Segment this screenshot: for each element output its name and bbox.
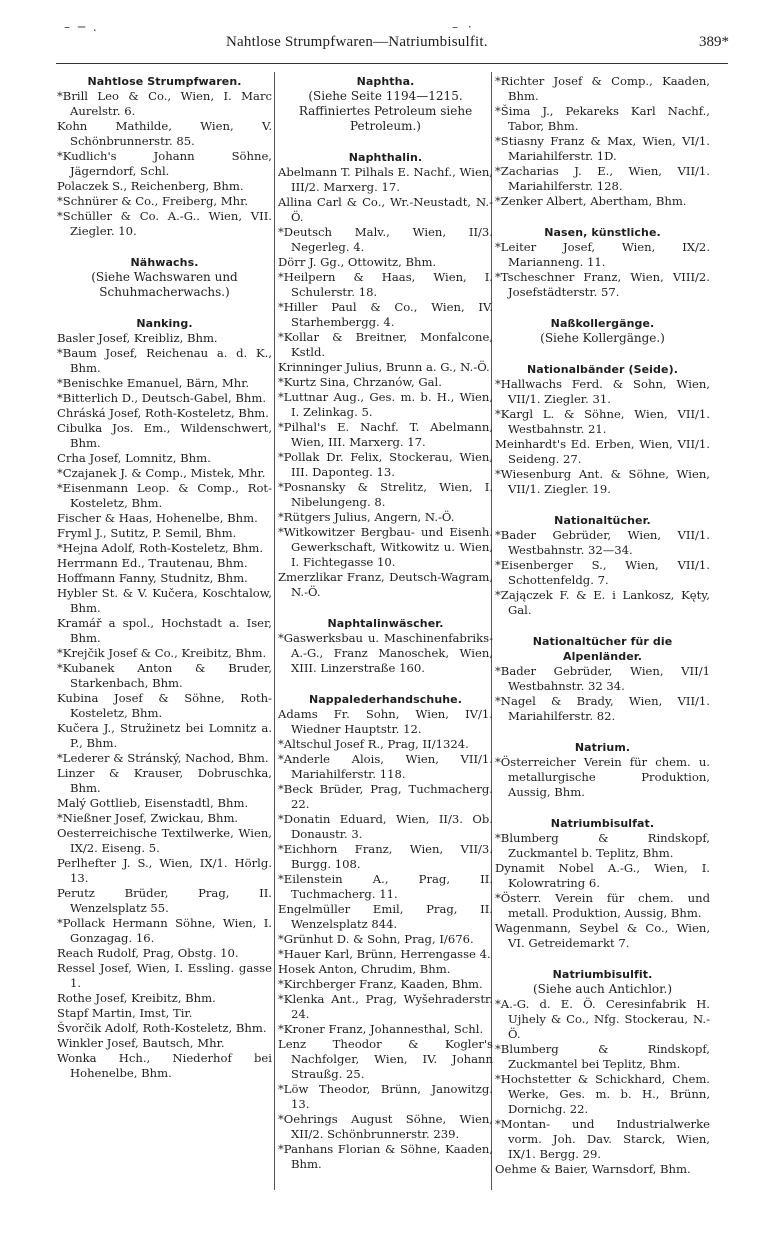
directory-entry: *Deutsch Malv., Wien, II/3. Negerleg. 4. [278, 225, 493, 254]
directory-entry: *Eilenstein A., Prag, II. Tuchmacherg. 11. [278, 872, 493, 901]
directory-entry: Wonka Hch., Niederhof bei Hohenelbe, Bhm. [57, 1051, 272, 1080]
section-heading: Nasen, künstliche. [544, 226, 661, 239]
section-heading: Nationaltücher. [554, 514, 651, 527]
directory-entry: *Hauer Karl, Brünn, Herrengasse 4. [278, 947, 491, 961]
directory-entry: *Blumberg & Rindskopf, Zuckmantel b. Teplitz, Bhm. [495, 831, 710, 860]
directory-entry: Fryml J., Sutitz, P. Semil, Bhm. [57, 526, 237, 540]
directory-entry: *Posnansky & Strelitz, Wien, I. Nibelungeng. 8. [278, 480, 493, 509]
directory-entry: *Luttnar Aug., Ges. m. b. H., Wien, I. Zelinkag. 5. [278, 390, 493, 419]
directory-entry: Krinninger Julius, Brunn a. G., N.-Ö. [278, 360, 490, 374]
directory-entry: *Kubanek Anton & Bruder, Starkenbach, Bhm. [57, 661, 272, 690]
directory-entry: Kučera J., Stružinetz bei Lomnitz a. P., Bhm. [57, 721, 272, 750]
header-rule [56, 63, 728, 64]
directory-entry: *Richter Josef & Comp., Kaaden, Bhm. [495, 74, 710, 103]
directory-entry: Dörr J. Gg., Ottowitz, Bhm. [278, 255, 437, 269]
directory-entry: *Krejčik Josef & Co., Kreibitz, Bhm. [57, 646, 267, 660]
directory-entry: *Kargl L. & Söhne, Wien, VII/1. Westbahnstr. 21. [495, 407, 710, 436]
directory-entry: Abelmann T. Pilhals E. Nachf., Wien, III/2. Marxerg. 17. [278, 165, 493, 194]
section-heading: Nationalbänder (Seide). [527, 363, 678, 376]
section-heading: Naphthalin. [348, 151, 423, 164]
directory-entry: Cibulka Jos. Em., Wildenschwert, Bhm. [57, 421, 272, 450]
directory-entry: *Heilpern & Haas, Wien, I. Schulerstr. 18. [278, 270, 493, 299]
directory-entry: *Österreicher Verein für chem. u. metallurgische Produktion, Aussig, Bhm. [495, 755, 710, 799]
directory-entry: *Bader Gebrüder, Wien, VII/1. Westbahnstr. 32—34. [495, 528, 710, 557]
column-right [495, 74, 710, 1194]
directory-entry: *Šima J., Pekareks Karl Nachf., Tabor, Bhm. [495, 104, 710, 133]
directory-entry: *Eisenmann Leop. & Comp., Rot-Kosteletz, Bhm. [57, 481, 272, 510]
directory-entry: Linzer & Krauser, Dobruschka, Bhm. [57, 766, 272, 795]
directory-entry: Meinhardt's Ed. Erben, Wien, VII/1. Seideng. 27. [495, 437, 710, 466]
directory-entry: *Pilhal's E. Nachf. T. Abelmann, Wien, III. Marxerg. 17. [278, 420, 493, 449]
directory-entry: *Donatin Eduard, Wien, II/3. Ob. Donaustr. 3. [278, 812, 493, 841]
cross-reference-note: (Siehe auch Antichlor.) [532, 982, 673, 996]
directory-entry: *Eichhorn Franz, Wien, VII/3. Burgg. 108. [278, 842, 493, 871]
directory-entry: *Pollack Hermann Söhne, Wien, I. Gonzagag. 16. [57, 916, 272, 945]
directory-entry: Kubina Josef & Söhne, Roth-Kosteletz, Bhm. [57, 691, 272, 720]
directory-entry: Stapf Martin, Imst, Tir. [57, 1006, 193, 1020]
section-heading: Natriumbisulfat. [550, 817, 655, 830]
column-divider [274, 72, 275, 1190]
directory-entry: Švorčik Adolf, Roth-Kosteletz, Bhm. [57, 1021, 267, 1035]
directory-entry: *Schüller & Co. A.-G.. Wien, VII. Ziegler. 10. [57, 209, 272, 238]
directory-entry: Perutz Brüder, Prag, II. Wenzelsplatz 55. [57, 886, 272, 915]
directory-entry: *Grünhut D. & Sohn, Prag, I/676. [278, 932, 474, 946]
directory-entry: Adams Fr. Sohn, Wien, IV/1. Wiedner Hauptstr. 12. [278, 707, 493, 736]
directory-entry: Oehme & Baier, Warnsdorf, Bhm. [495, 1162, 691, 1176]
directory-entry: Hosek Anton, Chrudim, Bhm. [278, 962, 451, 976]
directory-entry: *Gaswerksbau u. Maschinenfabriks-A.-G., Franz Manoschek, Wien, XIII. Linzerstraße 160. [278, 631, 493, 675]
directory-entry: *Baum Josef, Reichenau a. d. K., Bhm. [57, 346, 272, 375]
directory-entry: *Hochstetter & Schickhard, Chem. Werke, Ges. m. b. H., Brünn, Dornichg. 22. [495, 1072, 710, 1116]
directory-entry: *Tscheschner Franz, Wien, VIII/2. Josefstädterstr. 57. [495, 270, 710, 299]
directory-entry: Dynamit Nobel A.-G., Wien, I. Kolowratring 6. [495, 861, 710, 890]
section-heading: Nappalederhandschuhe. [308, 693, 463, 706]
section-heading: Nanking. [136, 317, 193, 330]
directory-entry: *Bader Gebrüder, Wien, VII/1 Westbahnstr. 32 34. [495, 664, 710, 693]
directory-entry: *Oehrings August Söhne, Wien, XII/2. Schönbrunnerstr. 239. [278, 1112, 493, 1141]
section-heading: Nahtlose Strumpfwaren. [87, 75, 242, 88]
directory-entry: Ressel Josef, Wien, I. Essling. gasse 1. [57, 961, 272, 990]
directory-entry: Chráská Josef, Roth-Kosteletz, Bhm. [57, 406, 269, 420]
directory-entry: Winkler Josef, Bautsch, Mhr. [57, 1036, 225, 1050]
column-middle [278, 74, 493, 1194]
directory-entry: *A.-G. d. E. Ö. Ceresinfabrik H. Ujhely & Co., Nfg. Stockerau, N.-Ö. [495, 997, 710, 1041]
directory-entry: Wagenmann, Seybel & Co., Wien, VI. Getreidemarkt 7. [495, 921, 710, 950]
directory-entry: *Zenker Albert, Abertham, Bhm. [495, 194, 687, 208]
printer-marks-right: – · [452, 20, 475, 34]
cross-reference-note: (Siehe Wachswaren und Schuhmacherwachs.) [91, 270, 238, 299]
directory-entry: *Stiasny Franz & Max, Wien, VI/1. Mariahilferstr. 1D. [495, 134, 710, 163]
directory-entry: Fischer & Haas, Hohenelbe, Bhm. [57, 511, 258, 525]
section-heading: Naphtha. [356, 75, 415, 88]
directory-entry: *Hiller Paul & Co., Wien, IV. Starhembergg. 4. [278, 300, 493, 329]
directory-entry: Herrmann Ed., Trautenau, Bhm. [57, 556, 248, 570]
directory-entry: *Pollak Dr. Felix, Stockerau, Wien, III. Daponteg. 13. [278, 450, 493, 479]
directory-entry: *Anderle Alois, Wien, VII/1. Mariahilferstr. 118. [278, 752, 493, 781]
section-heading: Nähwachs. [130, 256, 199, 269]
directory-entry: Crha Josef, Lomnitz, Bhm. [57, 451, 211, 465]
directory-entry: Perlhefter J. S., Wien, IX/1. Hörlg. 13. [57, 856, 272, 885]
page-number: 389* [699, 34, 729, 50]
directory-entry: *Kroner Franz, Johannesthal, Schl. [278, 1022, 484, 1036]
directory-entry: *Beck Brüder, Prag, Tuchmacherg. 22. [278, 782, 493, 811]
printer-marks-left: – ─ . [64, 20, 99, 34]
directory-entry: *Schnürer & Co., Freiberg, Mhr. [57, 194, 249, 208]
cross-reference-note: (Siehe Kollergänge.) [540, 331, 665, 345]
directory-entry: Reach Rudolf, Prag, Obstg. 10. [57, 946, 239, 960]
directory-entry: Engelmüller Emil, Prag, II. Wenzelsplatz 844. [278, 902, 493, 931]
directory-entry: Malý Gottlieb, Eisenstadtl, Bhm. [57, 796, 249, 810]
section-heading: Naphtalinwäscher. [327, 617, 444, 630]
directory-entry: *Zacharias J. E., Wien, VII/1. Mariahilferstr. 128. [495, 164, 710, 193]
directory-entry: Oesterreichische Textilwerke, Wien, IX/2. Eiseng. 5. [57, 826, 272, 855]
section-heading: Natrium. [574, 741, 631, 754]
directory-entry: *Kollar & Breitner, Monfalcone, Kstld. [278, 330, 493, 359]
directory-entry: *Nagel & Brady, Wien, VII/1. Mariahilferstr. 82. [495, 694, 710, 723]
directory-entry: Zmerzlikar Franz, Deutsch-Wagram, N.-Ö. [278, 570, 493, 599]
directory-entry: *Panhans Florian & Söhne, Kaaden, Bhm. [278, 1142, 493, 1171]
directory-entry: Hoffmann Fanny, Studnitz, Bhm. [57, 571, 248, 585]
directory-entry: *Bitterlich D., Deutsch-Gabel, Bhm. [57, 391, 267, 405]
section-heading: Naßkollergänge. [550, 317, 655, 330]
directory-entry: Polaczek S., Reichenberg, Bhm. [57, 179, 244, 193]
directory-entry: *Zajączek F. & E. i Lankosz, Kęty, Gal. [495, 588, 710, 617]
directory-entry: *Benischke Emanuel, Bärn, Mhr. [57, 376, 250, 390]
directory-entry: *Kurtz Sina, Chrzanów, Gal. [278, 375, 442, 389]
directory-entry: *Eisenberger S., Wien, VII/1. Schottenfeldg. 7. [495, 558, 710, 587]
directory-entry: *Witkowitzer Bergbau- und Eisenh. Gewerkschaft, Witkowitz u. Wien, I. Fichtegasse 10. [278, 525, 493, 569]
cross-reference-note: (Siehe Seite 1194—1215. Raffiniertes Petroleum siehe Petroleum.) [298, 89, 473, 133]
directory-entry: *Österr. Verein für chem. und metall. Produktion, Aussig, Bhm. [495, 891, 710, 920]
directory-entry: Hybler St. & V. Kučera, Koschtalow, Bhm. [57, 586, 272, 615]
directory-entry: Lenz Theodor & Kogler's Nachfolger, Wien, IV. Johann Straußg. 25. [278, 1037, 493, 1081]
directory-entry: *Klenka Ant., Prag, Wyšehraderstr. 24. [278, 992, 493, 1021]
directory-entry: Kramář a spol., Hochstadt a. Iser, Bhm. [57, 616, 272, 645]
directory-entry: *Löw Theodor, Brünn, Janowitzg. 13. [278, 1082, 493, 1111]
section-heading: Nationaltücher für die Alpenländer. [532, 635, 673, 663]
directory-entry: *Brill Leo & Co., Wien, I. Marc Aurelstr. 6. [57, 89, 272, 118]
directory-entry: *Czajanek J. & Comp., Mistek, Mhr. [57, 466, 266, 480]
directory-entry: Allina Carl & Co., Wr.-Neustadt, N.-Ö. [278, 195, 493, 224]
directory-entry: *Lederer & Stránský, Nachod, Bhm. [57, 751, 269, 765]
directory-entry: *Hejna Adolf, Roth-Kosteletz, Bhm. [57, 541, 264, 555]
directory-entry: *Wiesenburg Ant. & Söhne, Wien, VII/1. Ziegler. 19. [495, 467, 710, 496]
directory-entry: *Rütgers Julius, Angern, N.-Ö. [278, 510, 455, 524]
directory-entry: *Blumberg & Rindskopf, Zuckmantel bei Teplitz, Bhm. [495, 1042, 710, 1071]
running-title: Nahtlose Strumpfwaren—Natriumbisulfit. [226, 34, 488, 50]
directory-entry: Kohn Mathilde, Wien, V. Schönbrunnerstr. 85. [57, 119, 272, 148]
directory-entry: *Montan- und Industrialwerke vorm. Joh. Dav. Starck, Wien, IX/1. Bergg. 29. [495, 1117, 710, 1161]
column-left [57, 74, 272, 1194]
directory-entry: *Nießner Josef, Zwickau, Bhm. [57, 811, 239, 825]
directory-entry: *Hallwachs Ferd. & Sohn, Wien, VII/1. Ziegler. 31. [495, 377, 710, 406]
directory-entry: Rothe Josef, Kreibitz, Bhm. [57, 991, 216, 1005]
directory-entry: *Kudlich's Johann Söhne, Jägerndorf, Schl. [57, 149, 272, 178]
directory-entry: Basler Josef, Kreibliz, Bhm. [57, 331, 218, 345]
directory-entry: *Leiter Josef, Wien, IX/2. Marianneng. 11. [495, 240, 710, 269]
directory-entry: *Altschul Josef R., Prag, II/1324. [278, 737, 469, 751]
section-heading: Natriumbisulfit. [552, 968, 653, 981]
directory-entry: *Kirchberger Franz, Kaaden, Bhm. [278, 977, 483, 991]
